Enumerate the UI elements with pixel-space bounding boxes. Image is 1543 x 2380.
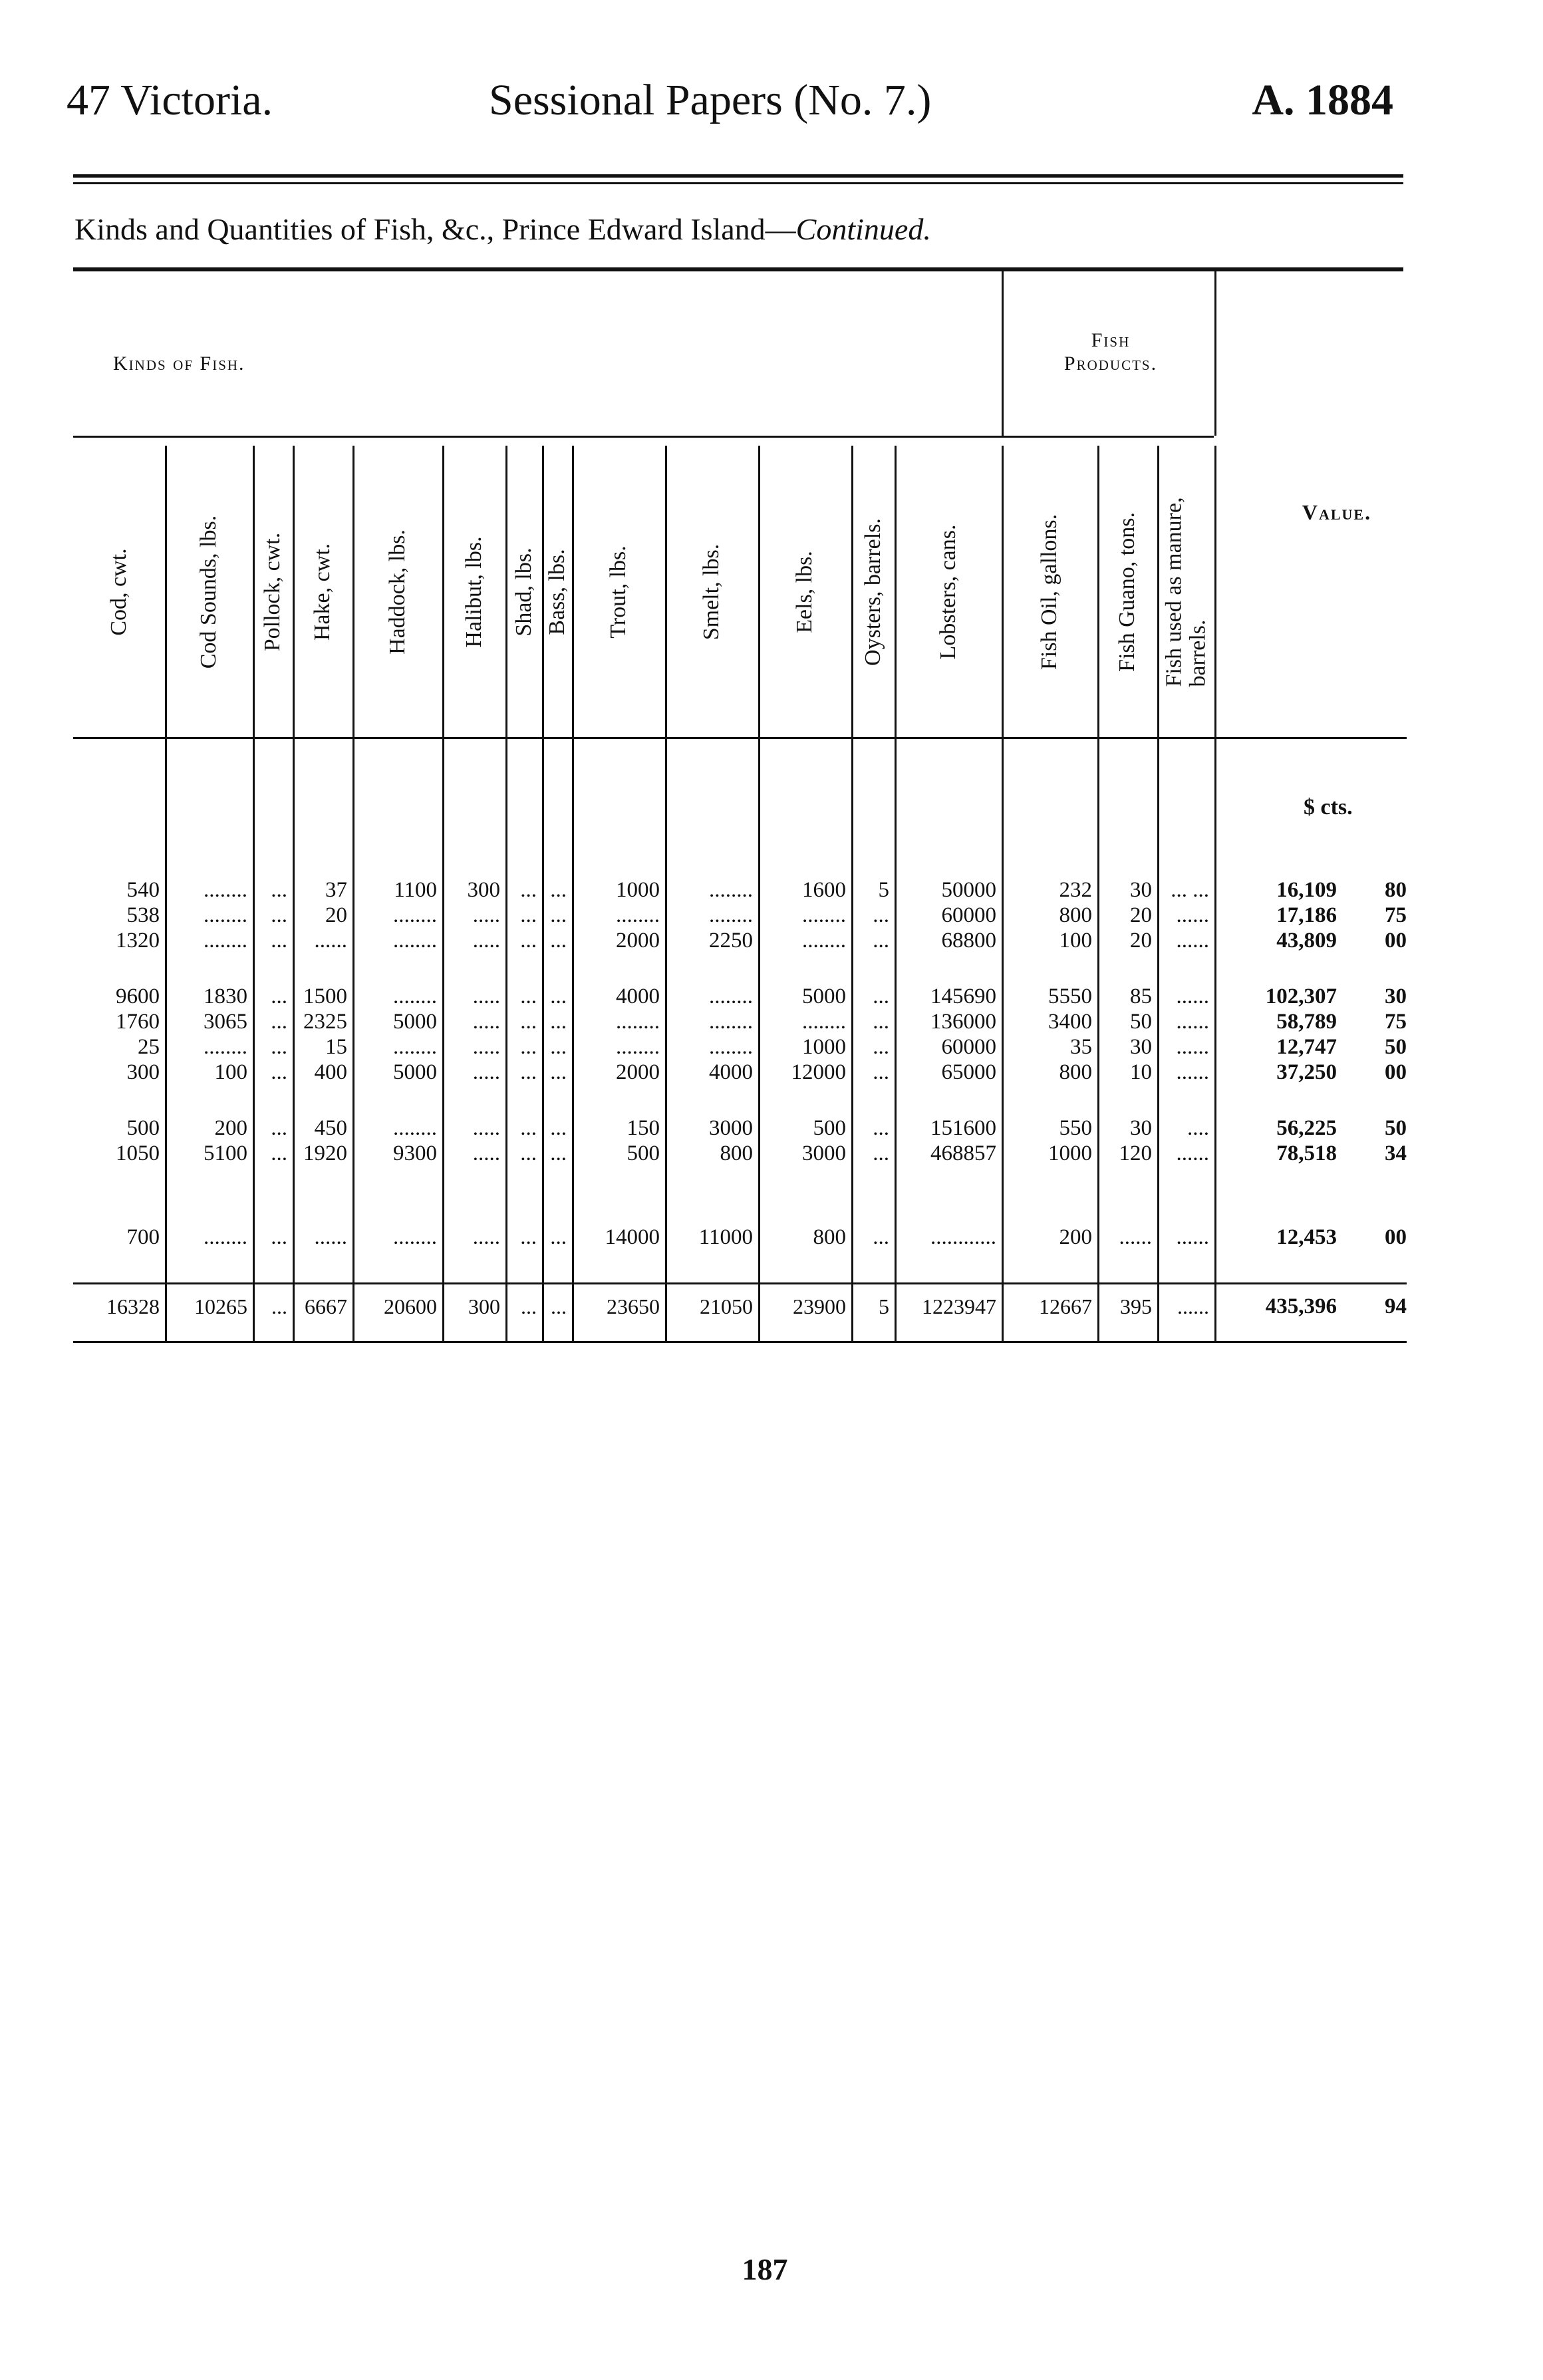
table-row-fish-oil: 100 xyxy=(1059,929,1092,953)
totals-row-fish-oil: 12667 xyxy=(1039,1294,1092,1318)
table-row-fish-manure: ...... xyxy=(1176,1060,1209,1084)
table-row-cod-sounds: ........ xyxy=(204,1035,247,1059)
table-row-fish-oil: 1000 xyxy=(1048,1141,1092,1165)
value-cents: 75 xyxy=(1385,1010,1407,1034)
table-row-trout: 14000 xyxy=(605,1225,660,1249)
table-row-lobsters: 60000 xyxy=(941,903,996,927)
table-row-eels: 1600 xyxy=(802,878,846,902)
table-row-fish-manure: ...... xyxy=(1176,1035,1209,1059)
totals-row-oysters: 5 xyxy=(879,1294,889,1318)
table-row-fish-oil: 800 xyxy=(1059,903,1092,927)
table-row-haddock: 5000 xyxy=(393,1010,437,1034)
col-header-label: Hake, cwt. xyxy=(310,543,335,641)
table-row-shad: ... xyxy=(520,878,537,902)
table-row-eels: ........ xyxy=(802,903,846,927)
table-row-trout: 2000 xyxy=(616,1060,660,1084)
totals-row-fish-guano: 395 xyxy=(1120,1294,1152,1318)
col-header-pollock xyxy=(253,446,293,738)
col-header-hake xyxy=(293,446,352,738)
value-cents: 50 xyxy=(1385,1116,1407,1140)
table-row-lobsters: 50000 xyxy=(941,878,996,902)
totals-row-cod-sounds: 10265 xyxy=(194,1294,247,1318)
value-dollars: 435,396 xyxy=(1265,1294,1337,1318)
table-row-smelt: ........ xyxy=(709,903,753,927)
table-row-hake: 37 xyxy=(325,878,347,902)
totals-row-cod: 16328 xyxy=(106,1294,160,1318)
table-row-pollock: ... xyxy=(271,1225,287,1249)
table-row-smelt: 4000 xyxy=(709,1060,753,1084)
column-divider xyxy=(572,446,574,1341)
table-row-cod-sounds: 1830 xyxy=(204,984,247,1008)
table-row-eels: 12000 xyxy=(791,1060,846,1084)
subtitle-main: Kinds and Quantities of Fish, &c., Prince Edward Island— xyxy=(74,212,796,246)
table-row-smelt: ........ xyxy=(709,984,753,1008)
table-row-shad: ... xyxy=(520,903,537,927)
col-header-fish-guano xyxy=(1097,446,1157,738)
value-cents: 80 xyxy=(1385,878,1407,902)
page-number: 187 xyxy=(742,2252,788,2286)
table-row-fish-guano: 20 xyxy=(1130,903,1152,927)
table-row-hake: 450 xyxy=(314,1116,347,1140)
table-row-shad: ... xyxy=(520,984,537,1008)
table-row-value xyxy=(1250,1116,1407,1140)
table-row-halibut: ..... xyxy=(472,1010,500,1034)
value-units: $ cts. xyxy=(1304,795,1353,819)
table-row-oysters: ... xyxy=(873,1010,889,1034)
table-row-value xyxy=(1250,1010,1407,1034)
table-row-shad: ... xyxy=(520,1035,537,1059)
col-header-label: Smelt, lbs. xyxy=(699,543,724,641)
table-row-value xyxy=(1250,1060,1407,1084)
col-header-label: Halibut, lbs. xyxy=(461,536,486,648)
table-row-halibut: ..... xyxy=(472,903,500,927)
table-row-fish-manure: ...... xyxy=(1176,929,1209,953)
col-header-label: Haddock, lbs. xyxy=(384,529,410,655)
table-row-bass: ... xyxy=(550,984,567,1008)
table-row-fish-oil: 200 xyxy=(1059,1225,1092,1249)
table-row-halibut: ..... xyxy=(472,1116,500,1140)
col-header-label: Fish Guano, tons. xyxy=(1115,512,1140,672)
column-divider xyxy=(253,446,255,1341)
col-header-cod-sounds xyxy=(165,446,253,738)
totals-rule xyxy=(73,1282,1407,1284)
table-row-fish-guano: 30 xyxy=(1130,1035,1152,1059)
table-row-pollock: ... xyxy=(271,984,287,1008)
table-row-halibut: ..... xyxy=(472,1035,500,1059)
header-left: 47 Victoria. xyxy=(67,76,273,124)
table-row-cod-sounds: ........ xyxy=(204,1225,247,1249)
value-header: Value. xyxy=(1302,500,1372,524)
value-cents: 00 xyxy=(1385,1060,1407,1084)
table-row-smelt: 2250 xyxy=(709,929,753,953)
table-row-fish-manure: ...... xyxy=(1176,903,1209,927)
totals-row-lobsters: 1223947 xyxy=(922,1294,996,1318)
column-divider xyxy=(542,446,544,1341)
table-row-hake: ...... xyxy=(314,1225,347,1249)
table-row-value xyxy=(1250,1141,1407,1165)
column-divider xyxy=(165,446,167,1341)
table-row-fish-guano: ...... xyxy=(1119,1225,1152,1249)
value-dollars: 12,747 xyxy=(1276,1035,1337,1059)
table-row-cod: 500 xyxy=(126,1116,160,1140)
table-row-cod: 538 xyxy=(126,903,160,927)
table-row-bass: ... xyxy=(550,1060,567,1084)
value-dollars: 17,186 xyxy=(1276,903,1337,927)
table-row-smelt: 11000 xyxy=(698,1225,753,1249)
column-divider xyxy=(352,446,354,1341)
totals-row-haddock: 20600 xyxy=(384,1294,437,1318)
table-row-eels: 1000 xyxy=(802,1035,846,1059)
table-row-shad: ... xyxy=(520,1225,537,1249)
table-row-cod: 300 xyxy=(126,1060,160,1084)
col-header-shad xyxy=(505,446,542,738)
table-row-cod-sounds: 5100 xyxy=(204,1141,247,1165)
table-row-oysters: ... xyxy=(873,1035,889,1059)
value-dollars: 102,307 xyxy=(1265,984,1337,1008)
totals-row-fish-manure: ...... xyxy=(1177,1294,1209,1318)
table-row-lobsters: 151600 xyxy=(930,1116,996,1140)
totals-row-hake: 6667 xyxy=(305,1294,347,1318)
column-divider xyxy=(293,446,295,1341)
table-row-trout: 4000 xyxy=(616,984,660,1008)
col-header-trout xyxy=(572,446,665,738)
table-row-fish-oil: 35 xyxy=(1070,1035,1092,1059)
totals-row-eels: 23900 xyxy=(793,1294,846,1318)
column-divider xyxy=(851,446,853,1341)
table-row-bass: ... xyxy=(550,903,567,927)
table-row-lobsters: 65000 xyxy=(941,1060,996,1084)
col-header-label: Fish Oil, gallons. xyxy=(1037,514,1062,670)
column-divider xyxy=(665,446,667,1341)
value-dollars: 78,518 xyxy=(1276,1141,1337,1165)
value-cents: 00 xyxy=(1385,1225,1407,1249)
col-header-fish-oil xyxy=(1002,446,1097,738)
totals-row-trout: 23650 xyxy=(607,1294,660,1318)
table-row-value xyxy=(1250,1035,1407,1059)
table-row-trout: ........ xyxy=(616,1010,660,1034)
column-divider xyxy=(505,446,507,1341)
col-header-lobsters xyxy=(895,446,1002,738)
table-row-fish-manure: .... xyxy=(1187,1116,1209,1140)
table-row-eels: ........ xyxy=(802,929,846,953)
table-row-pollock: ... xyxy=(271,1060,287,1084)
table-row-hake: ...... xyxy=(314,929,347,953)
value-cents: 30 xyxy=(1385,984,1407,1008)
column-divider xyxy=(442,446,444,1341)
value-cents: 00 xyxy=(1385,929,1407,953)
table-row-cod: 700 xyxy=(126,1225,160,1249)
table-row-smelt: 3000 xyxy=(709,1116,753,1140)
col-header-label: Eels, lbs. xyxy=(792,551,817,633)
table-row-bass: ... xyxy=(550,929,567,953)
table-row-oysters: ... xyxy=(873,903,889,927)
table-row-trout: 150 xyxy=(627,1116,660,1140)
subtitle-continued: Continued. xyxy=(795,212,931,246)
table-row-lobsters: ............ xyxy=(930,1225,996,1249)
table-row-value xyxy=(1250,929,1407,953)
table-row-smelt: ........ xyxy=(709,1010,753,1034)
col-header-fish-manure xyxy=(1157,446,1214,738)
col-header-label: Oysters, barrels. xyxy=(860,518,885,666)
value-dollars: 43,809 xyxy=(1276,929,1337,953)
table-row-shad: ... xyxy=(520,1116,537,1140)
table-row-bass: ... xyxy=(550,1116,567,1140)
table-row-lobsters: 145690 xyxy=(930,984,996,1008)
table-row-hake: 2325 xyxy=(303,1010,347,1034)
section-products-line2: Products. xyxy=(1063,352,1158,374)
table-row-shad: ... xyxy=(520,1141,537,1165)
totals-row-smelt: 21050 xyxy=(700,1294,753,1318)
table-row-smelt: ........ xyxy=(709,878,753,902)
table-row-halibut: ..... xyxy=(472,1141,500,1165)
value-cents: 94 xyxy=(1385,1294,1407,1318)
table-row-cod-sounds: ........ xyxy=(204,929,247,953)
table-row-oysters: 5 xyxy=(878,878,889,902)
totals-row-value xyxy=(1250,1294,1407,1318)
col-header-bass xyxy=(542,446,572,738)
value-cents: 75 xyxy=(1385,903,1407,927)
section-products-line1: Fish xyxy=(1091,329,1131,351)
table-row-cod: 1320 xyxy=(116,929,160,953)
table-row-trout: 500 xyxy=(627,1141,660,1165)
table-row-fish-manure: ...... xyxy=(1176,1010,1209,1034)
table-subtitle xyxy=(74,214,931,245)
table-row-fish-guano: 30 xyxy=(1130,878,1152,902)
table-row-cod: 1760 xyxy=(116,1010,160,1034)
section-fish-products xyxy=(1004,329,1217,375)
table-row-cod: 25 xyxy=(138,1035,160,1059)
table-row-hake: 15 xyxy=(325,1035,347,1059)
table-row-fish-guano: 120 xyxy=(1119,1141,1152,1165)
table-row-halibut: 300 xyxy=(467,878,500,902)
table-row-lobsters: 468857 xyxy=(930,1141,996,1165)
col-header-label: Trout, lbs. xyxy=(606,545,631,639)
table-row-haddock: ........ xyxy=(393,1116,437,1140)
table-row-haddock: ........ xyxy=(393,929,437,953)
table-row-cod: 540 xyxy=(126,878,160,902)
header-right: A. 1884 xyxy=(1252,76,1393,124)
table-row-fish-guano: 10 xyxy=(1130,1060,1152,1084)
table-row-fish-manure: ...... xyxy=(1176,984,1209,1008)
header-rule-bottom xyxy=(73,182,1403,184)
table-row-pollock: ... xyxy=(271,929,287,953)
table-row-bass: ... xyxy=(550,878,567,902)
table-row-shad: ... xyxy=(520,929,537,953)
table-row-haddock: ........ xyxy=(393,1225,437,1249)
totals-row-halibut: 300 xyxy=(468,1294,500,1318)
table-row-eels: 5000 xyxy=(802,984,846,1008)
table-row-oysters: ... xyxy=(873,929,889,953)
table-top-rule xyxy=(73,267,1403,271)
column-divider xyxy=(1157,446,1159,1341)
table-row-halibut: ..... xyxy=(472,1225,500,1249)
table-row-eels: 500 xyxy=(813,1116,846,1140)
table-row-fish-oil: 232 xyxy=(1059,878,1092,902)
table-row-bass: ... xyxy=(550,1141,567,1165)
table-row-cod-sounds: ........ xyxy=(204,878,247,902)
table-row-cod-sounds: 200 xyxy=(214,1116,247,1140)
col-header-label: Bass, lbs. xyxy=(544,549,569,635)
table-row-fish-guano: 20 xyxy=(1130,929,1152,953)
column-divider xyxy=(1097,446,1099,1341)
table-row-trout: ........ xyxy=(616,1035,660,1059)
col-header-smelt xyxy=(665,446,758,738)
table-row-haddock: 9300 xyxy=(393,1141,437,1165)
table-row-smelt: 800 xyxy=(720,1141,753,1165)
table-row-trout: ........ xyxy=(616,903,660,927)
table-row-cod-sounds: 100 xyxy=(214,1060,247,1084)
table-row-cod: 9600 xyxy=(116,984,160,1008)
value-cents: 50 xyxy=(1385,1035,1407,1059)
table-row-shad: ... xyxy=(520,1060,537,1084)
table-row-value xyxy=(1250,878,1407,902)
table-row-bass: ... xyxy=(550,1010,567,1034)
table-row-fish-manure: ...... xyxy=(1176,1141,1209,1165)
value-cents: 34 xyxy=(1385,1141,1407,1165)
table-row-value xyxy=(1250,903,1407,927)
table-row-hake: 20 xyxy=(325,903,347,927)
table-row-pollock: ... xyxy=(271,878,287,902)
table-row-lobsters: 68800 xyxy=(941,929,996,953)
table-row-cod: 1050 xyxy=(116,1141,160,1165)
totals-row-bass: ... xyxy=(551,1294,567,1318)
col-header-eels xyxy=(758,446,851,738)
table-row-hake: 400 xyxy=(314,1060,347,1084)
table-row-oysters: ... xyxy=(873,1116,889,1140)
table-row-fish-oil: 5550 xyxy=(1048,984,1092,1008)
table-row-halibut: ..... xyxy=(472,984,500,1008)
col-header-label: Cod Sounds, lbs. xyxy=(196,515,221,669)
header-center: Sessional Papers (No. 7.) xyxy=(489,76,932,124)
table-row-oysters: ... xyxy=(873,1060,889,1084)
value-dollars: 16,109 xyxy=(1276,878,1337,902)
table-row-halibut: ..... xyxy=(472,1060,500,1084)
value-dollars: 58,789 xyxy=(1276,1010,1337,1034)
col-header-label: Pollock, cwt. xyxy=(260,532,285,652)
table-row-lobsters: 60000 xyxy=(941,1035,996,1059)
table-row-bass: ... xyxy=(550,1035,567,1059)
table-row-eels: 3000 xyxy=(802,1141,846,1165)
table-row-pollock: ... xyxy=(271,1141,287,1165)
value-dollars: 37,250 xyxy=(1276,1060,1337,1084)
table-bottom-rule xyxy=(73,1341,1407,1343)
table-row-cod-sounds: ........ xyxy=(204,903,247,927)
products-left-border xyxy=(1002,271,1004,436)
column-divider xyxy=(1214,446,1216,1341)
table-row-trout: 2000 xyxy=(616,929,660,953)
table-row-haddock: 1100 xyxy=(394,878,437,902)
table-row-fish-oil: 550 xyxy=(1059,1116,1092,1140)
table-row-oysters: ... xyxy=(873,1141,889,1165)
table-row-pollock: ... xyxy=(271,1116,287,1140)
totals-row-pollock: ... xyxy=(271,1294,287,1318)
table-row-hake: 1500 xyxy=(303,984,347,1008)
table-row-eels: 800 xyxy=(813,1225,846,1249)
col-header-label: Cod, cwt. xyxy=(106,548,132,636)
table-row-smelt: ........ xyxy=(709,1035,753,1059)
products-right-border xyxy=(1214,271,1216,436)
table-row-value xyxy=(1250,984,1407,1008)
col-header-halibut xyxy=(442,446,505,738)
col-header-label: Fish used as manure, barrels. xyxy=(1161,497,1210,687)
value-dollars: 12,453 xyxy=(1276,1225,1337,1249)
table-row-oysters: ... xyxy=(873,984,889,1008)
table-row-pollock: ... xyxy=(271,1035,287,1059)
table-row-bass: ... xyxy=(550,1225,567,1249)
table-row-fish-guano: 85 xyxy=(1130,984,1152,1008)
col-header-oysters xyxy=(851,446,895,738)
col-header-label: Lobsters, cans. xyxy=(935,524,960,660)
table-row-hake: 1920 xyxy=(303,1141,347,1165)
table-row-fish-oil: 800 xyxy=(1059,1060,1092,1084)
table-row-lobsters: 136000 xyxy=(930,1010,996,1034)
table-row-haddock: 5000 xyxy=(393,1060,437,1084)
col-header-haddock xyxy=(352,446,442,738)
value-dollars: 56,225 xyxy=(1276,1116,1337,1140)
table-row-haddock: ........ xyxy=(393,903,437,927)
column-divider xyxy=(758,446,760,1341)
header-divider xyxy=(73,436,1214,438)
table-row-haddock: ........ xyxy=(393,984,437,1008)
section-kinds-of-fish: Kinds of Fish. xyxy=(113,353,245,374)
header-rule-top xyxy=(73,174,1403,178)
table-row-eels: ........ xyxy=(802,1010,846,1034)
column-divider xyxy=(1002,446,1004,1341)
table-row-fish-guano: 30 xyxy=(1130,1116,1152,1140)
table-row-fish-manure: ... ... xyxy=(1171,878,1209,902)
col-header-cod xyxy=(73,446,165,738)
table-row-fish-oil: 3400 xyxy=(1048,1010,1092,1034)
col-header-label: Shad, lbs. xyxy=(511,547,536,637)
column-divider xyxy=(895,446,897,1341)
table-row-cod-sounds: 3065 xyxy=(204,1010,247,1034)
table-row-fish-manure: ...... xyxy=(1176,1225,1209,1249)
table-row-shad: ... xyxy=(520,1010,537,1034)
table-row-halibut: ..... xyxy=(472,929,500,953)
table-row-haddock: ........ xyxy=(393,1035,437,1059)
table-row-oysters: ... xyxy=(873,1225,889,1249)
table-row-value xyxy=(1250,1225,1407,1249)
table-row-fish-guano: 50 xyxy=(1130,1010,1152,1034)
table-row-pollock: ... xyxy=(271,903,287,927)
table-row-trout: 1000 xyxy=(616,878,660,902)
totals-row-shad: ... xyxy=(521,1294,537,1318)
table-row-pollock: ... xyxy=(271,1010,287,1034)
